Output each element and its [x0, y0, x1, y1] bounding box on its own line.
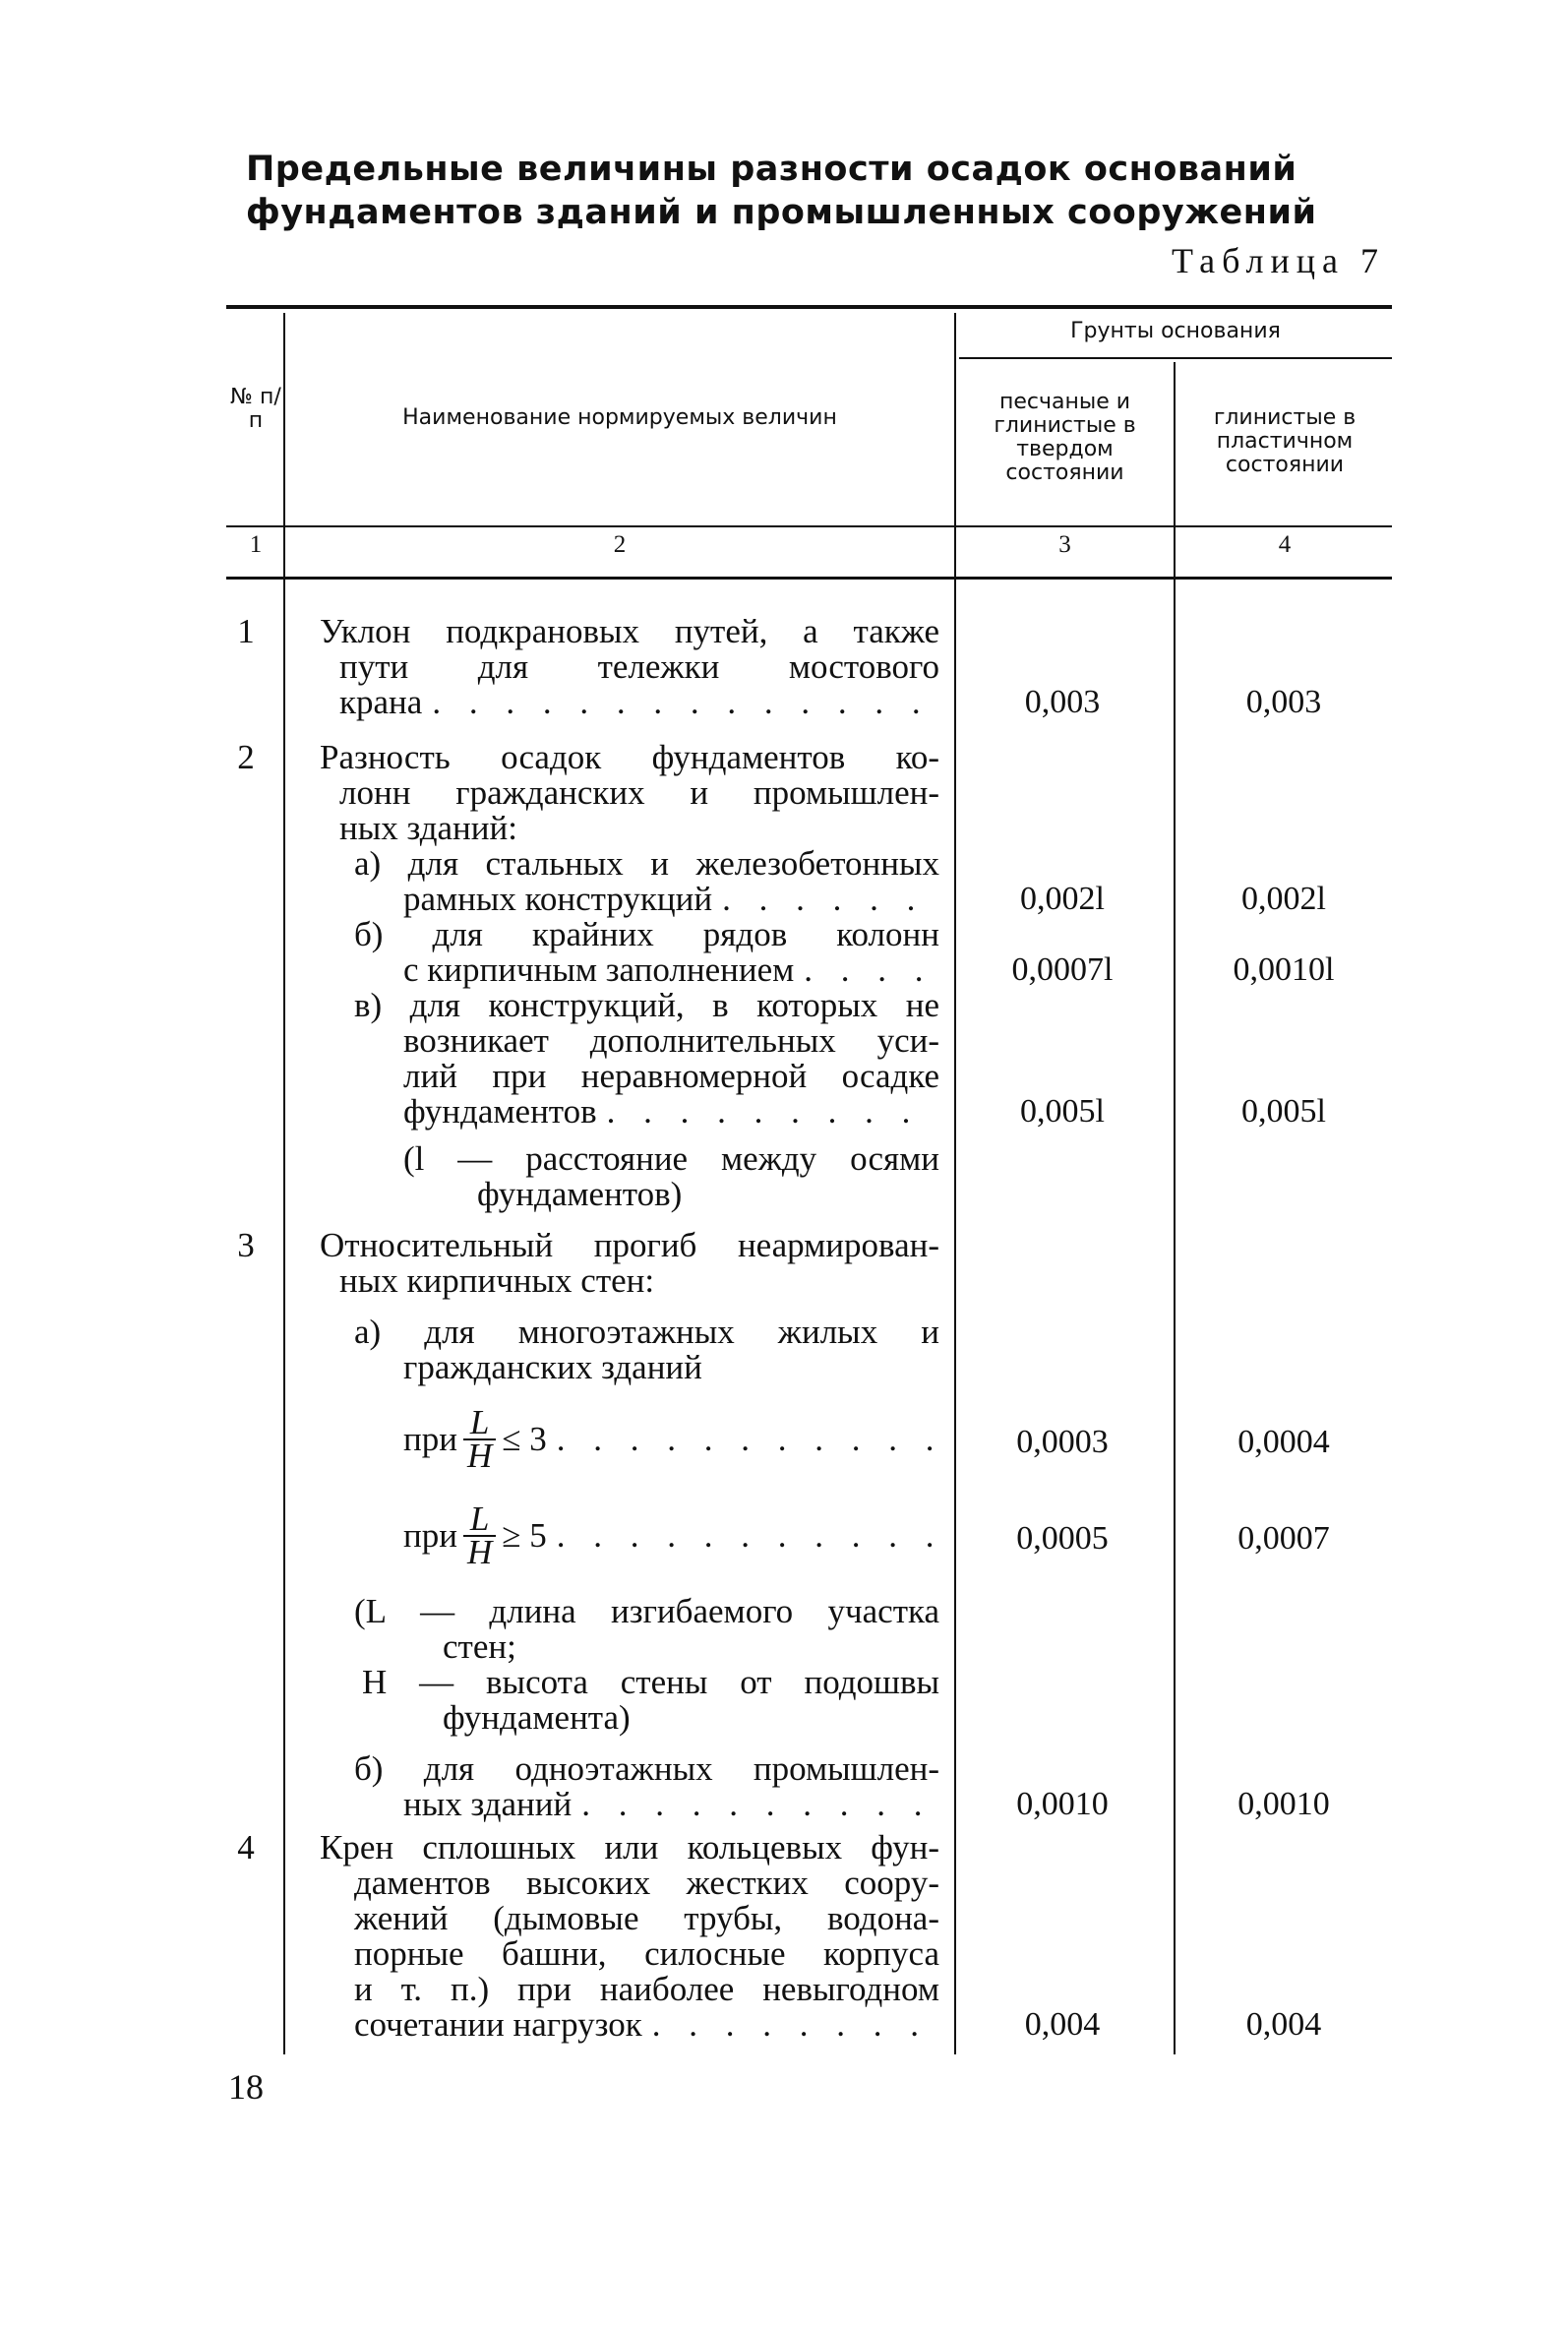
row3-item-b	[403, 1787, 939, 1822]
row3-note: H — высота стены от подошвы	[362, 1663, 939, 1701]
leader-dots	[712, 882, 939, 917]
numbers-bottom-rule	[226, 577, 1392, 580]
col-divider-1	[283, 313, 285, 2054]
row3-condition-1-sign: ≤ 3	[502, 1420, 547, 1458]
row2-item-a: а) для стальных и железобетонных	[354, 844, 939, 883]
row4-text: жений (дымовые трубы, водона-	[354, 1899, 939, 1937]
row2b-value-col3: 0,0007l	[1011, 951, 1114, 988]
row-number: 3	[237, 1226, 255, 1264]
row3-cond2-value-col4: 0,0007	[1237, 1520, 1330, 1557]
row1-text	[339, 685, 939, 720]
row3-text: ных кирпичных стен:	[339, 1261, 655, 1300]
leader-dots	[794, 952, 939, 988]
row4-value-col3: 0,004	[1024, 2006, 1101, 2043]
row4-text: и т. п.) при наиболее невыгодном	[354, 1970, 939, 2008]
header-col-name: Наименование нормируемых величин	[402, 405, 837, 430]
row3-note: стен;	[443, 1627, 516, 1666]
column-number-4: 4	[1278, 531, 1292, 558]
row3-cond2-value-col3: 0,0005	[1016, 1520, 1109, 1557]
row2c-value-col3: 0,005l	[1020, 1093, 1105, 1130]
row2-text: Разность осадок фундаментов ко-	[320, 738, 939, 776]
row3-item-a: гражданских зданий	[403, 1348, 702, 1386]
fraction-denominator: H	[466, 1437, 493, 1475]
row-number: 1	[237, 612, 255, 650]
row2-note: фундаментов)	[477, 1175, 683, 1213]
leader-dots	[422, 685, 939, 720]
row2-item-b: с кирпичным заполнением	[403, 950, 795, 989]
row2-item-b	[403, 952, 939, 988]
row3-condition-2-sign: ≥ 5	[502, 1516, 547, 1555]
row2-item-b: б) для крайних рядов колонн	[354, 915, 939, 953]
fraction-numerator: L	[463, 1503, 496, 1537]
row3-pri-label: при	[403, 1420, 457, 1458]
table-top-rule	[226, 305, 1392, 309]
row4-text: Крен сплошных или кольцевых фун-	[320, 1828, 939, 1866]
row3b-value-col4: 0,0010	[1237, 1786, 1330, 1822]
page-number: 18	[228, 2067, 264, 2107]
row2-item-c: возникает дополнительных уси-	[403, 1021, 939, 1060]
row1-text: пути для тележки мостового	[339, 647, 939, 686]
row3-item-b: ных зданий	[403, 1785, 573, 1823]
row-number: 2	[237, 738, 255, 776]
row3-note: (L — длина изгибаемого участка	[354, 1592, 939, 1630]
leader-dots	[597, 1094, 939, 1130]
row2c-value-col4: 0,005l	[1241, 1093, 1326, 1130]
leader-dots	[547, 1518, 939, 1554]
fraction-denominator: H	[466, 1533, 493, 1571]
table-title: Предельные величины разности осадок оснований фундаментов зданий и промышленных сооружений	[246, 150, 1317, 232]
row2a-value-col4: 0,002l	[1241, 881, 1326, 917]
row2-text: ных зданий:	[339, 809, 517, 847]
row3-text: Относительный прогиб неармирован-	[320, 1226, 939, 1264]
row-number: 4	[237, 1828, 255, 1866]
row3-condition-1	[403, 1403, 939, 1475]
row2-item-c: в) для конструкций, в которых не	[354, 986, 939, 1024]
header-col3: песчаные и глинистые в твердом состоянии	[994, 390, 1136, 485]
row1-text: Уклон подкрановых путей, а также	[320, 612, 939, 650]
row2-text: лонн гражданских и промышлен-	[339, 773, 939, 812]
fraction-l-over-h	[463, 1499, 496, 1571]
row3-pri-label: при	[403, 1516, 457, 1555]
row3-item-a: а) для многоэтажных жилых и	[354, 1313, 939, 1351]
row1-text: крана	[339, 683, 423, 721]
row1-value-col4: 0,003	[1245, 684, 1322, 720]
leader-dots	[642, 2007, 939, 2043]
row3-cond1-value-col3: 0,0003	[1016, 1424, 1109, 1460]
row3-condition-2	[403, 1499, 939, 1571]
header-col-num: № п/п	[230, 385, 281, 433]
row3-cond1-value-col4: 0,0004	[1237, 1424, 1330, 1460]
row3b-value-col3: 0,0010	[1016, 1786, 1109, 1822]
leader-dots	[572, 1787, 939, 1822]
row2-item-c: фундаментов	[403, 1092, 597, 1131]
row2a-value-col3: 0,002l	[1020, 881, 1105, 917]
fraction-l-over-h	[463, 1403, 496, 1475]
row4-text: даментов высоких жестких соору-	[354, 1864, 939, 1902]
row2-item-c: лий при неравномерной осадке	[403, 1057, 939, 1095]
leader-dots	[547, 1422, 939, 1457]
column-number-1: 1	[249, 531, 263, 558]
row4-text: порные башни, силосные корпуса	[354, 1934, 939, 1973]
row2-item-c	[403, 1094, 939, 1130]
row2-note: (l — расстояние между осями	[403, 1139, 939, 1178]
header-group: Грунты основания	[1070, 319, 1281, 343]
group-rule	[959, 357, 1392, 359]
row1-value-col3: 0,003	[1024, 684, 1101, 720]
header-col4: глинистые в пластичном состоянии	[1213, 405, 1357, 477]
column-number-2: 2	[613, 531, 627, 558]
row3-note: фундамента)	[443, 1698, 631, 1737]
row4-text	[354, 2007, 939, 2043]
row2b-value-col4: 0,0010l	[1233, 951, 1335, 988]
header-bottom-rule	[226, 525, 1392, 527]
row3-item-b: б) для одноэтажных промышлен-	[354, 1749, 939, 1788]
row2-item-a	[403, 882, 939, 917]
row4-value-col4: 0,004	[1245, 2006, 1322, 2043]
row2-item-a: рамных конструкций	[403, 880, 713, 918]
row4-text: сочетании нагрузок	[354, 2005, 642, 2044]
table-number-label: Таблица 7	[1172, 241, 1385, 280]
fraction-numerator: L	[463, 1407, 496, 1440]
column-number-3: 3	[1058, 531, 1071, 558]
